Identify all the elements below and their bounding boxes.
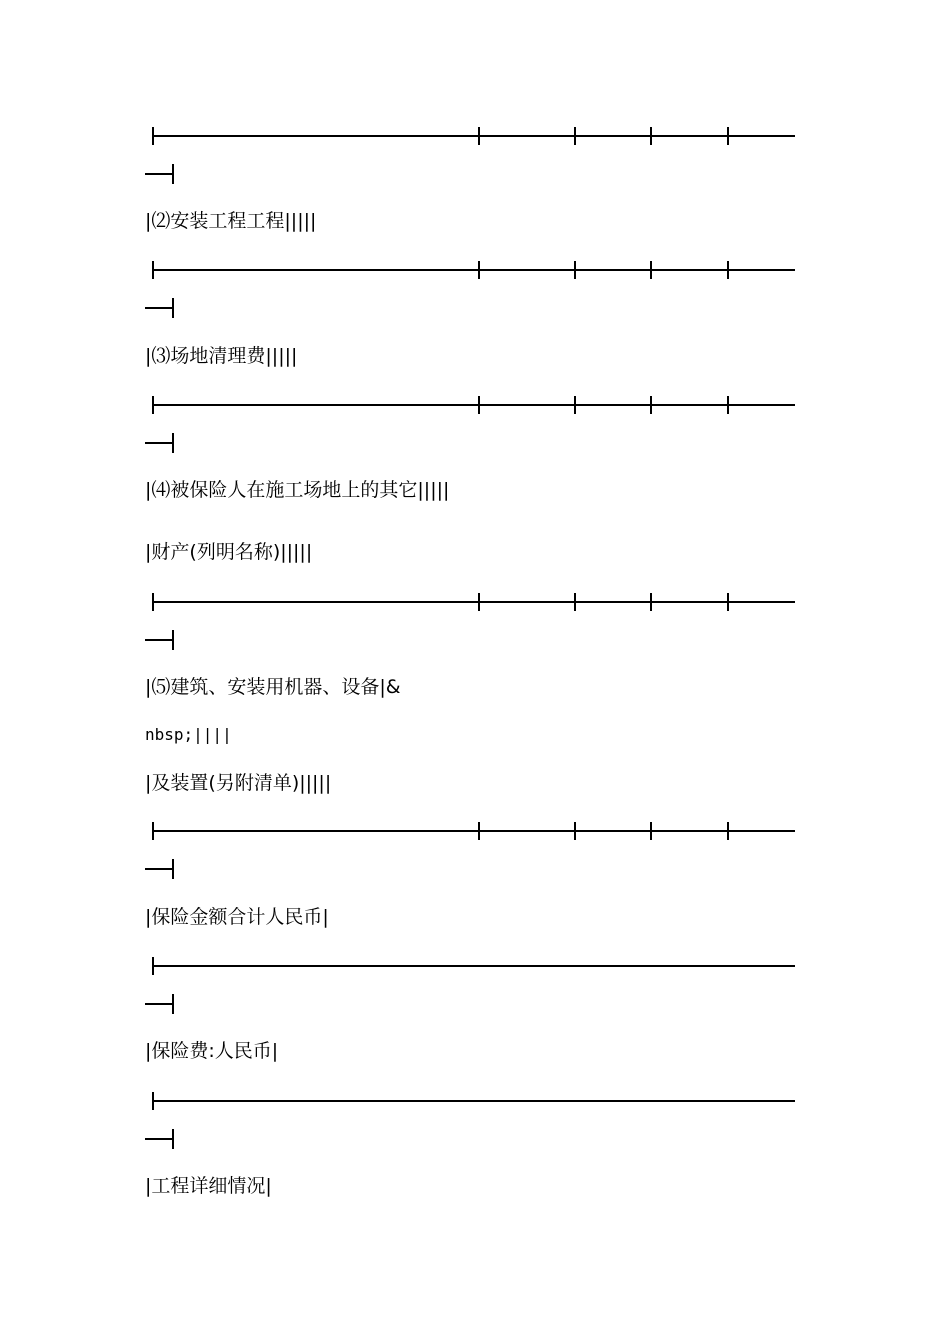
table-border-row bbox=[152, 127, 795, 145]
table-border-row bbox=[152, 593, 795, 611]
table-border-row bbox=[152, 261, 795, 279]
table-border-end bbox=[145, 630, 175, 650]
table-border-row bbox=[152, 396, 795, 414]
table-border-end bbox=[145, 994, 175, 1014]
table-row-line: |⑶场地清理费||||| bbox=[145, 345, 298, 367]
table-row-line: |保险金额合计人民币| bbox=[145, 906, 329, 928]
table-row-line: |⑸建筑、安装用机器、设备|& bbox=[145, 676, 401, 698]
table-row-line: nbsp;|||| bbox=[145, 725, 232, 744]
table-border-row bbox=[152, 822, 795, 840]
table-row-line: |⑵安装工程工程||||| bbox=[145, 210, 317, 232]
table-border-end bbox=[145, 164, 175, 184]
table-border-end bbox=[145, 433, 175, 453]
table-row-line: |⑷被保险人在施工场地上的其它||||| bbox=[145, 479, 450, 501]
table-border-end bbox=[145, 859, 175, 879]
table-row-line: |保险费:人民币| bbox=[145, 1040, 279, 1062]
table-border-end bbox=[145, 298, 175, 318]
table-row-line: |财产(列明名称)||||| bbox=[145, 541, 313, 563]
table-border-row bbox=[152, 1092, 795, 1110]
table-border-end bbox=[145, 1129, 175, 1149]
table-row-line: |及装置(另附清单)||||| bbox=[145, 772, 332, 794]
table-border-row bbox=[152, 957, 795, 975]
table-row-line: |工程详细情况| bbox=[145, 1175, 272, 1197]
